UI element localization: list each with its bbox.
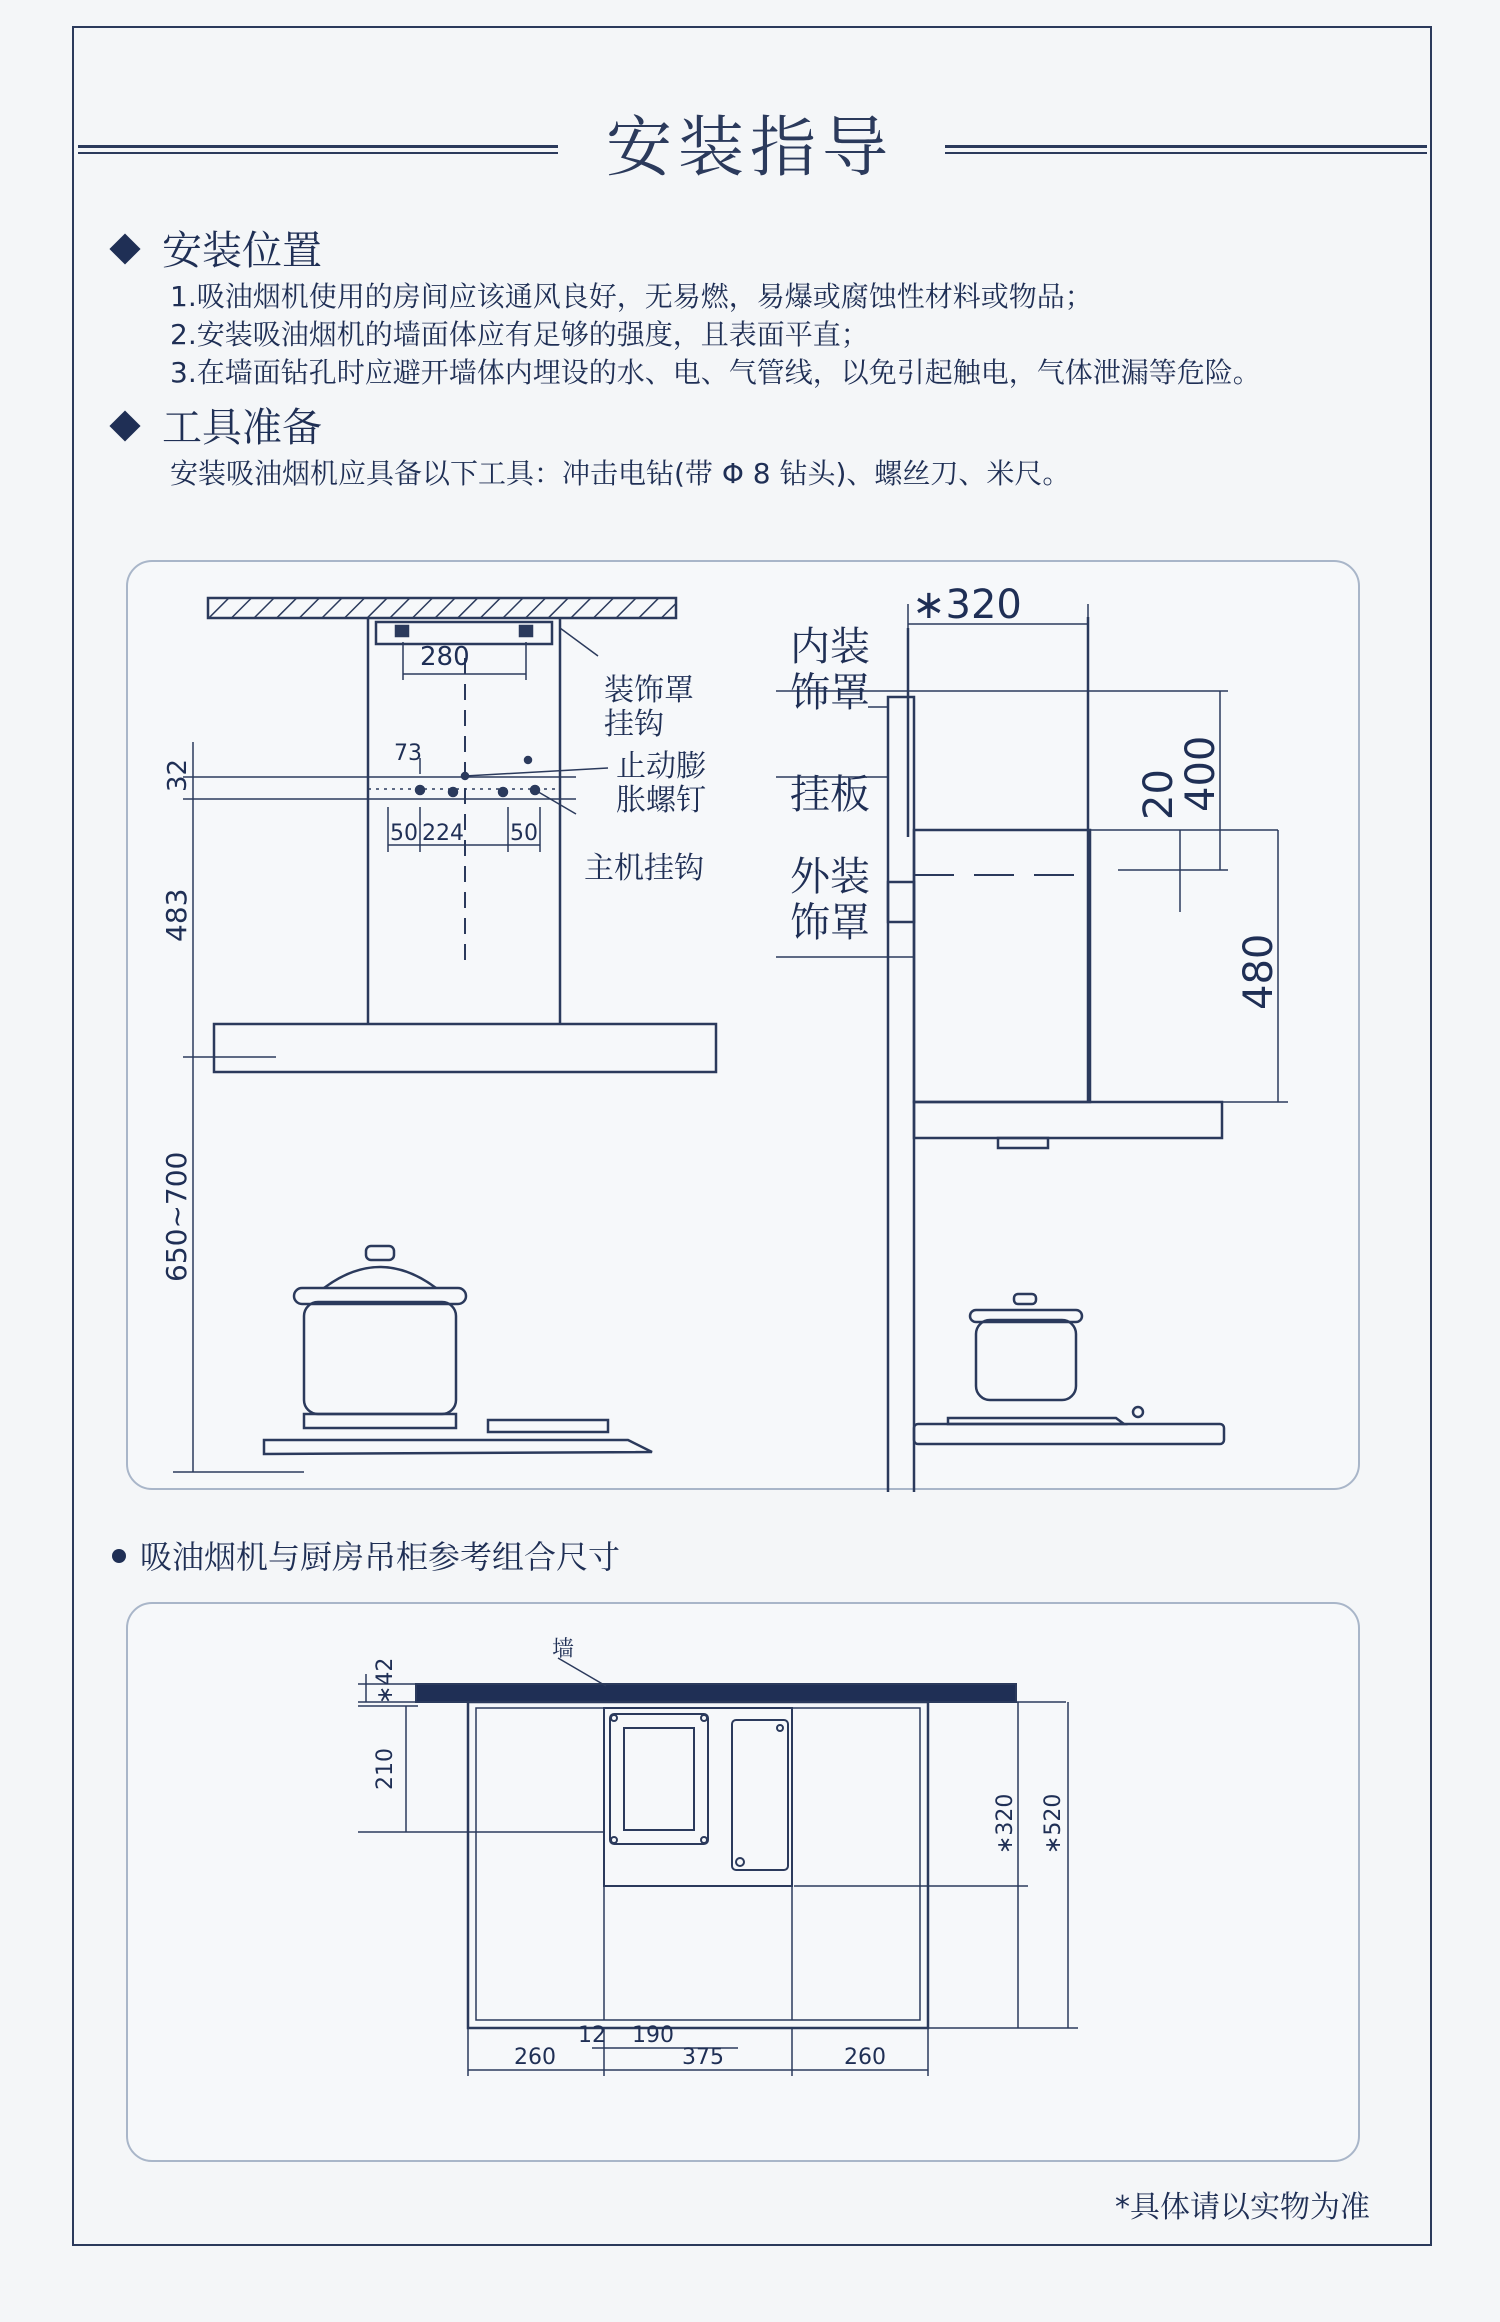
label-hook-cover-1: 装饰罩: [604, 673, 694, 708]
dim-320-cabinet: ∗320: [993, 1793, 1018, 1854]
label-inner-cover-2: 饰罩: [790, 670, 870, 716]
dim-42: ∗42: [373, 1657, 398, 1704]
dim-73: 73: [394, 741, 422, 766]
dim-224: 224: [422, 821, 464, 846]
dim-20: 20: [1136, 769, 1182, 820]
location-item-3: 3.在墙面钻孔时应避开墙体内埋设的水、电、气管线，以免引起触电，气体泄漏等危险。: [170, 356, 1261, 389]
cabinet-diagram-panel: [126, 1602, 1360, 2162]
dim-210: 210: [373, 1748, 398, 1790]
dot-bullet-icon: [112, 1549, 126, 1563]
location-item-1: 1.吸油烟机使用的房间应该通风良好，无易燃，易爆或腐蚀性材料或物品；: [170, 280, 1093, 313]
tools-heading: 工具准备: [162, 405, 322, 451]
title-rule-right: [945, 145, 1427, 148]
section-heading-location: [108, 226, 322, 276]
page-title: 安装指导: [606, 109, 894, 186]
ceiling-hatch: [208, 598, 676, 618]
dim-260-left: 260: [514, 2045, 556, 2070]
dim-480: 480: [1236, 933, 1282, 1010]
dim-520: ∗520: [1041, 1793, 1066, 1854]
dim-280: 280: [420, 642, 470, 672]
footnote: *具体请以实物为准: [1115, 2190, 1370, 2225]
diamond-bullet-icon: [109, 233, 140, 264]
label-hook-cover-2: 挂钩: [604, 707, 664, 742]
location-item-2: 2.安装吸油烟机的墙面体应有足够的强度，且表面平直；: [170, 318, 869, 351]
dim-32: 32: [163, 758, 193, 792]
dim-50-right: 50: [510, 821, 538, 846]
title-row: [0, 105, 1500, 195]
location-heading: 安装位置: [162, 228, 322, 274]
section-heading-tools: [108, 403, 322, 453]
combo-heading-text: 吸油烟机与厨房吊柜参考组合尺寸: [140, 1538, 621, 1576]
cabinet-diagram: [128, 1604, 1362, 2164]
label-expansion-screw-1: 止动膨: [616, 749, 706, 784]
dim-400: 400: [1178, 735, 1224, 812]
installation-diagram-panel: [126, 560, 1360, 1490]
label-wall: 墙: [552, 1637, 575, 1662]
dim-320-side: ∗320: [912, 582, 1022, 628]
tools-text: 安装吸油烟机应具备以下工具：冲击电钻(带 Φ 8 钻头)、螺丝刀、米尺。: [170, 457, 1071, 490]
combo-heading: [108, 1535, 620, 1579]
label-outer-cover-2: 饰罩: [790, 900, 870, 946]
diamond-bullet-icon: [109, 410, 140, 441]
installation-diagram: [128, 562, 1362, 1492]
dim-375: 375: [682, 2045, 724, 2070]
dim-12: 12: [578, 2023, 606, 2048]
dim-190: 190: [632, 2023, 674, 2048]
label-outer-cover-1: 外装: [790, 854, 870, 900]
title-rule-left: [78, 145, 558, 148]
dim-650-700: 650~700: [160, 1151, 193, 1282]
label-hanging-plate: 挂板: [790, 772, 870, 818]
label-expansion-screw-2: 胀螺钉: [616, 783, 706, 818]
dim-483: 483: [160, 888, 193, 942]
dim-50-left: 50: [390, 821, 418, 846]
label-main-hook: 主机挂钩: [584, 851, 704, 886]
dim-260-right: 260: [844, 2045, 886, 2070]
label-inner-cover-1: 内装: [790, 624, 870, 670]
